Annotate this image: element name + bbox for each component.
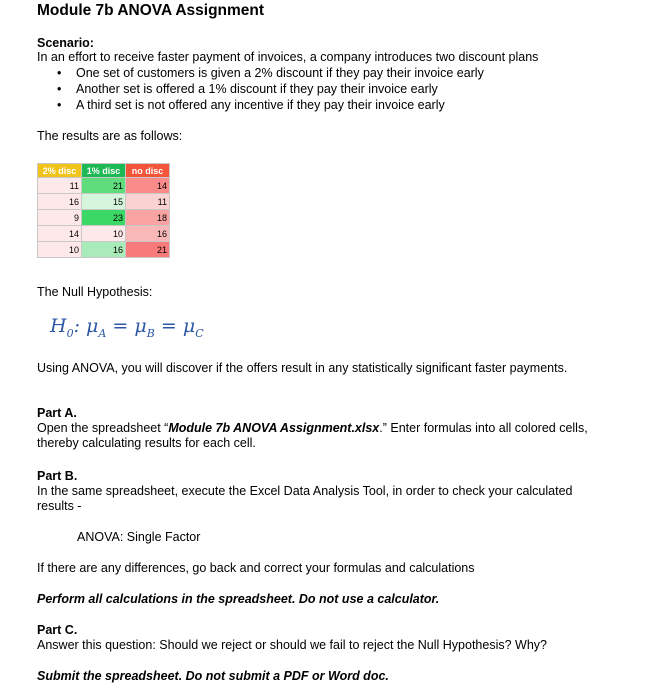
table-cell: 9 xyxy=(38,210,82,226)
table-cell: 10 xyxy=(82,226,126,242)
formula-colon: : xyxy=(73,315,80,337)
scenario-bullet-list xyxy=(57,65,484,113)
formula-mu: μ xyxy=(86,315,99,337)
scenario-heading: Scenario: xyxy=(37,36,94,50)
formula-mu: μ xyxy=(134,315,147,337)
scenario-intro: In an effort to receive faster payment of invoices, a company introduces two discount plans xyxy=(37,50,539,64)
table-header-cell: 2% disc xyxy=(38,164,82,178)
part-b-heading: Part B. xyxy=(37,469,78,483)
table-cell: 11 xyxy=(38,178,82,194)
part-b-line-2: results - xyxy=(37,499,82,513)
formula-mu: μ xyxy=(182,315,196,337)
table-header-cell: 1% disc xyxy=(82,164,126,178)
table-cell: 10 xyxy=(38,242,82,258)
results-intro: The results are as follows: xyxy=(37,129,183,143)
table-cell: 14 xyxy=(126,178,170,194)
part-a-post: .” Enter formulas into all colored cells, xyxy=(379,421,588,435)
table-row xyxy=(38,210,170,226)
formula-h: H xyxy=(50,315,67,337)
table-cell: 16 xyxy=(126,226,170,242)
table-row xyxy=(38,242,170,258)
table-cell: 21 xyxy=(82,178,126,194)
part-a-line-2: thereby calculating results for each cell. xyxy=(37,436,256,450)
anova-tool-name: ANOVA: Single Factor xyxy=(77,530,201,544)
bullet-item: • Another set is offered a 1% discount if they pay their invoice early xyxy=(57,81,484,97)
table-cell: 15 xyxy=(82,194,126,210)
formula-sub-c: C xyxy=(195,326,204,340)
part-c-heading: Part C. xyxy=(37,623,78,637)
table-cell: 16 xyxy=(82,242,126,258)
formula-sub-b: B xyxy=(146,326,155,340)
part-a-pre: Open the spreadsheet “ xyxy=(37,421,169,435)
part-a-heading: Part A. xyxy=(37,406,77,420)
table-cell: 11 xyxy=(126,194,170,210)
bullet-item: • A third set is not offered any incentive if they pay their invoice early xyxy=(57,97,484,113)
table-row xyxy=(38,226,170,242)
table-row xyxy=(38,178,170,194)
formula-equals: = xyxy=(160,315,177,337)
part-b-note: If there are any differences, go back and correct your formulas and calculations xyxy=(37,561,475,575)
anova-description: Using ANOVA, you will discover if the offers result in any statistically significant faster payments. xyxy=(37,361,568,375)
table-cell: 21 xyxy=(126,242,170,258)
spreadsheet-filename: Module 7b ANOVA Assignment.xlsx xyxy=(168,421,380,435)
table-row xyxy=(38,194,170,210)
table-cell: 14 xyxy=(38,226,82,242)
formula-h-sub: 0 xyxy=(66,326,74,340)
results-table xyxy=(37,163,170,258)
part-b-emphasis: Perform all calculations in the spreadsheet. Do not use a calculator. xyxy=(37,592,440,606)
part-a-line-1 xyxy=(37,421,588,436)
table-header-cell: no disc xyxy=(126,164,170,178)
null-hypothesis-formula xyxy=(50,315,204,340)
submit-instructions: Submit the spreadsheet. Do not submit a PDF or Word doc. xyxy=(37,669,389,683)
table-cell: 23 xyxy=(82,210,126,226)
bullet-item: • One set of customers is given a 2% discount if they pay their invoice early xyxy=(57,65,484,81)
table-cell: 18 xyxy=(126,210,170,226)
table-cell: 16 xyxy=(38,194,82,210)
table-header-row xyxy=(38,164,170,178)
null-hypothesis-label: The Null Hypothesis: xyxy=(37,285,153,299)
formula-equals: = xyxy=(112,315,129,337)
part-b-line-1: In the same spreadsheet, execute the Excel Data Analysis Tool, in order to check your calculated xyxy=(37,484,573,498)
part-c-question: Answer this question: Should we reject or should we fail to reject the Null Hypothesis? Why? xyxy=(37,638,547,652)
page-title: Module 7b ANOVA Assignment xyxy=(37,2,265,19)
formula-sub-a: A xyxy=(98,326,107,340)
